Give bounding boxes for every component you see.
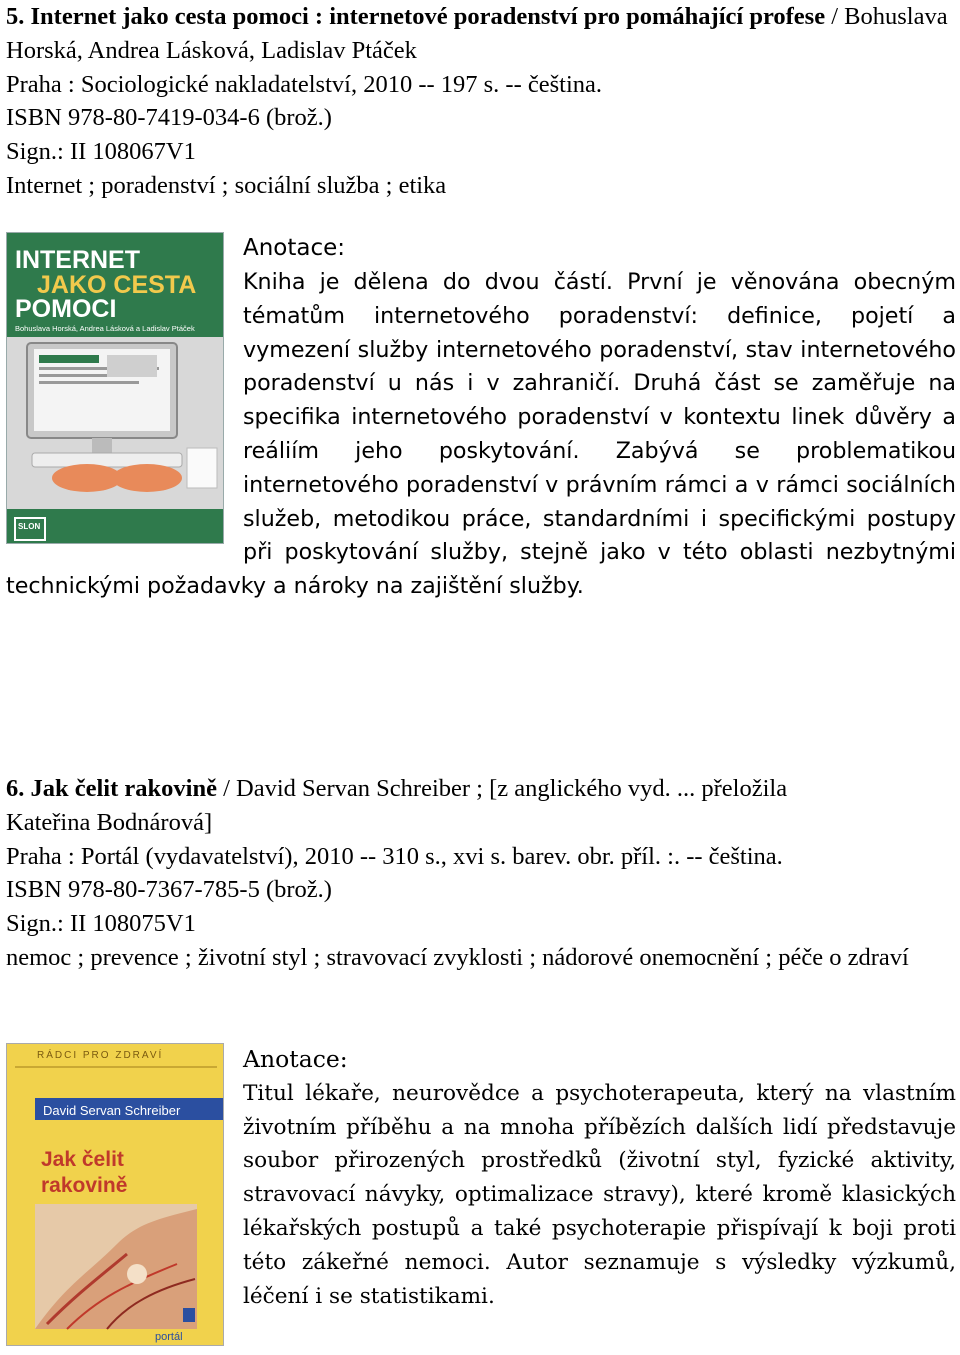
subject-keywords: nemoc ; prevence ; životní styl ; stravovací zvyklosti ; nádorové onemocnění ; péče o zdraví — [6, 943, 909, 971]
entry-number: 5. — [6, 3, 25, 30]
signature: Sign.: II 108075V1 — [6, 910, 196, 938]
cover-illustration — [7, 1044, 224, 1346]
book-title: Internet jako cesta pomoci : internetové poradenství pro pomáhající profese — [30, 3, 826, 30]
entry-heading — [6, 0, 956, 68]
annotation-text: Titul lékaře, neurovědce a psychoterapeuta, který na vlastním životním příběhu a na mnoha příbězích dalších lidí představuje soubor přirozených prostředků (životní styl, fyzické aktivity, stravovací návyky, optimalizace stravy), které kromě klasických lékařských postupů a také psychoterapie přispívají k boji proti této zákeřné nemoci. Autor seznamuje s výsledky výzkumů, léčení i se statistikami. — [243, 1080, 956, 1309]
isbn: ISBN 978-80-7367-785-5 (brož.) — [6, 876, 332, 904]
annotation-text: Kniha je dělena do dvou částí. První je věnována obecným tématům internetového poradenství: definice, pojetí a vymezení služby internetového poradenství, stav internetového poradenství u nás i v zahraničí. Druhá část se zaměřuje na specifika internetového poradenství v kontextu linek důvěry a reáliím jeho poskytování. Zabývá se problematikou internetového poradenství v právním rámci a v rámci sociálních služeb, metodikou práce, standardními i specifickými postupy při poskytování služby, stejně jako v této oblasti nezbytnými technickými požadavky a nároky na zajištění služby. — [6, 269, 956, 600]
cover-title-line2: rakovině — [41, 1174, 128, 1197]
annotation-text-5-wrap — [6, 266, 956, 604]
cover-series: RÁDCI PRO ZDRAVÍ — [37, 1050, 164, 1061]
catalog-entry-6 — [6, 772, 956, 975]
isbn: ISBN 978-80-7419-034-6 (brož.) — [6, 104, 332, 132]
cover-publisher: portál — [155, 1331, 183, 1343]
book-title: Jak čelit rakovině — [30, 775, 217, 802]
catalog-entry-5 — [6, 0, 956, 203]
subject-keywords: Internet ; poradenství ; sociální služba ; etika — [6, 171, 447, 199]
book-translator: Kateřina Bodnárová] — [6, 808, 213, 836]
cover-float-spacer — [6, 266, 243, 551]
cover-publisher: SLON — [18, 522, 41, 531]
cover-author: David Servan Schreiber — [43, 1103, 181, 1118]
cover-title-line3: POMOCI — [15, 295, 117, 323]
book-cover-rakovina — [6, 1043, 224, 1346]
publication-info: Praha : Portál (vydavatelství), 2010 -- 310 s., xvi s. barev. obr. příl. :. -- čeština. — [6, 842, 783, 870]
cover-title-line1: INTERNET — [15, 246, 140, 274]
entry-number: 6. — [6, 775, 25, 802]
cover-title-line2: JAKO CESTA — [37, 271, 197, 299]
entry-heading — [6, 772, 956, 806]
annotation-label: Anotace: — [243, 235, 346, 261]
book-responsibility: / David Servan Schreiber ; [z anglického vyd. ... přeložila — [223, 775, 788, 802]
cover-title-line1: Jak čelit — [41, 1148, 124, 1171]
cover-authors: Bohuslava Horská, Andrea Lásková a Ladislav Ptáček — [15, 324, 195, 333]
signature: Sign.: II 108067V1 — [6, 138, 196, 166]
publication-info: Praha : Sociologické nakladatelství, 2010 -- 197 s. -- čeština. — [6, 70, 603, 98]
book-authors: / Bohuslava Horská, Andrea Lásková, Ladislav Ptáček — [6, 3, 948, 64]
annotation-block-5 — [243, 232, 956, 266]
annotation-block-6 — [243, 1043, 956, 1313]
annotation-label: Anotace: — [243, 1045, 348, 1073]
